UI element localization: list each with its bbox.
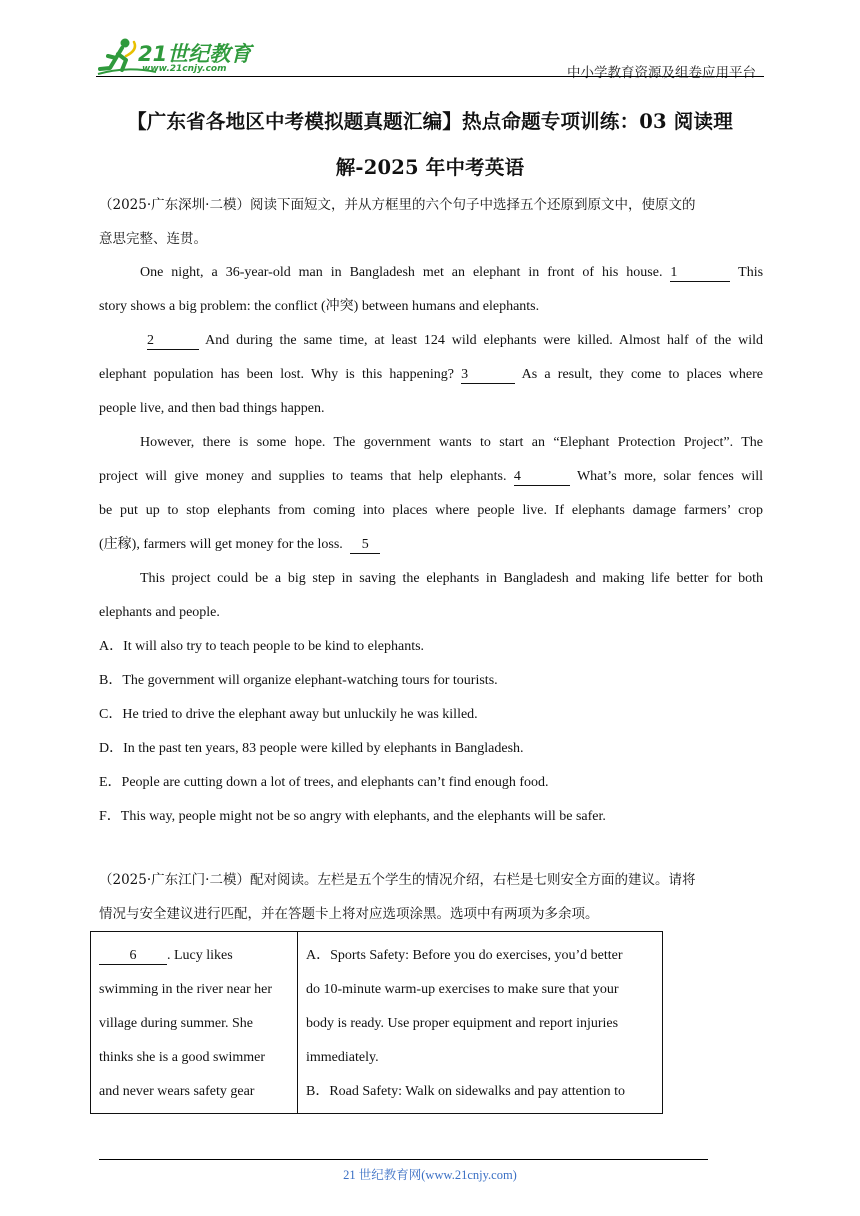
passage-text: This (738, 265, 764, 280)
table-left-line (99, 939, 294, 973)
logo-main-text: 21世纪教育 (138, 42, 252, 66)
passage-text: However, there is some hope. The government wants to start an “Elephant Protection Project”. The (140, 435, 763, 450)
passage-text: What’s more, solar fences will (576, 469, 764, 484)
passage-text: (庄稼), farmers will get money for the loss. (99, 537, 343, 552)
blank-4[interactable]: 4 (514, 469, 570, 486)
option-b: B．The government will organize elephant-watching tours for tourists. (99, 673, 498, 688)
blank-5[interactable]: 5 (350, 537, 380, 554)
table-left-line: thinks she is a good swimmer (99, 1050, 266, 1065)
option-c: C．He tried to drive the elephant away but unluckily he was killed. (99, 707, 478, 722)
table-right-line: A．Sports Safety: Before you do exercises, you’d better (306, 948, 623, 963)
left-cell-text: . Lucy likes (167, 948, 233, 963)
passage-line (99, 358, 763, 392)
passage-line: story shows a big problem: the conflict (冲突) between humans and elephants. (99, 299, 540, 314)
section1-intro-line1: （2025·广东深圳·二模）阅读下面短文，并从方框里的六个句子中选择五个还原到原文中，使原文的 (99, 197, 696, 213)
passage-text: project will give money and supplies to teams that help elephants. (99, 469, 507, 484)
passage-text: elephant population has been lost. Why is this happening? (99, 367, 454, 382)
site-logo (96, 36, 256, 78)
passage-line: people live, and then bad things happen. (99, 401, 325, 416)
table-right-line: do 10-minute warm-up exercises to make sure that your (306, 982, 619, 997)
passage-text: This project could be a big step in saving the elephants in Bangladesh and making life better for both (140, 571, 763, 586)
passage-text: And during the same time, at least 124 wild elephants were killed. Almost half of the wild (205, 333, 763, 348)
option-f: F．This way, people might not be so angry with elephants, and the elephants will be safer. (99, 809, 606, 824)
passage-line: be put up to stop elephants from coming into places where people live. If elephants damage farmers’ crop (99, 503, 763, 518)
passage-line (99, 324, 763, 358)
header-divider (96, 76, 764, 77)
table-left-line: and never wears safety gear (99, 1084, 255, 1099)
passage-text: One night, a 36-year-old man in Bangladesh met an elephant in front of his house. (140, 265, 663, 280)
table-left-line: swimming in the river near her (99, 982, 273, 997)
logo-url-text: www.21cnjy.com (142, 64, 227, 74)
blank-2[interactable]: 2 (147, 333, 199, 350)
passage-line (99, 256, 763, 290)
table-left-line: village during summer. She (99, 1016, 253, 1031)
table-column-divider (297, 932, 298, 1113)
blank-3[interactable]: 3 (461, 367, 515, 384)
header-platform-text: 中小学教育资源及组卷应用平台 (567, 65, 756, 81)
option-a: A．It will also try to teach people to be kind to elephants. (99, 639, 425, 654)
page-title-line2: 解-2025 年中考英语 (335, 156, 525, 179)
table-right-line: immediately. (306, 1050, 379, 1065)
passage-text: As a result, they come to places where (521, 367, 763, 382)
table-right-line: body is ready. Use proper equipment and report injuries (306, 1016, 619, 1031)
blank-1[interactable]: 1 (670, 265, 730, 282)
section2-intro-line1: （2025·广东江门·二模）配对阅读。左栏是五个学生的情况介绍，右栏是七则安全方面的建议。请将 (99, 872, 696, 888)
section1-intro-line2: 意思完整、连贯。 (99, 231, 207, 247)
section2-intro-line2: 情况与安全建议进行匹配，并在答题卡上将对应选项涂黑。选项中有两项为多余项。 (99, 906, 599, 922)
footer-link[interactable]: 21 世纪教育网(www.21cnjy.com) (343, 1168, 517, 1182)
page-title-line1: 【广东省各地区中考模拟题真题汇编】热点命题专项训练：03 阅读理 (127, 110, 733, 133)
passage-line: elephants and people. (99, 605, 220, 620)
option-d: D．In the past ten years, 83 people were killed by elephants in Bangladesh. (99, 741, 524, 756)
passage-line (99, 562, 763, 596)
passage-line (99, 460, 763, 494)
table-right-line: B．Road Safety: Walk on sidewalks and pay attention to (306, 1084, 626, 1099)
passage-line (99, 528, 763, 562)
passage-line (99, 426, 763, 460)
option-e: E．People are cutting down a lot of trees, and elephants can’t find enough food. (99, 775, 549, 790)
blank-6[interactable]: 6 (99, 948, 167, 965)
footer-divider (99, 1159, 708, 1160)
